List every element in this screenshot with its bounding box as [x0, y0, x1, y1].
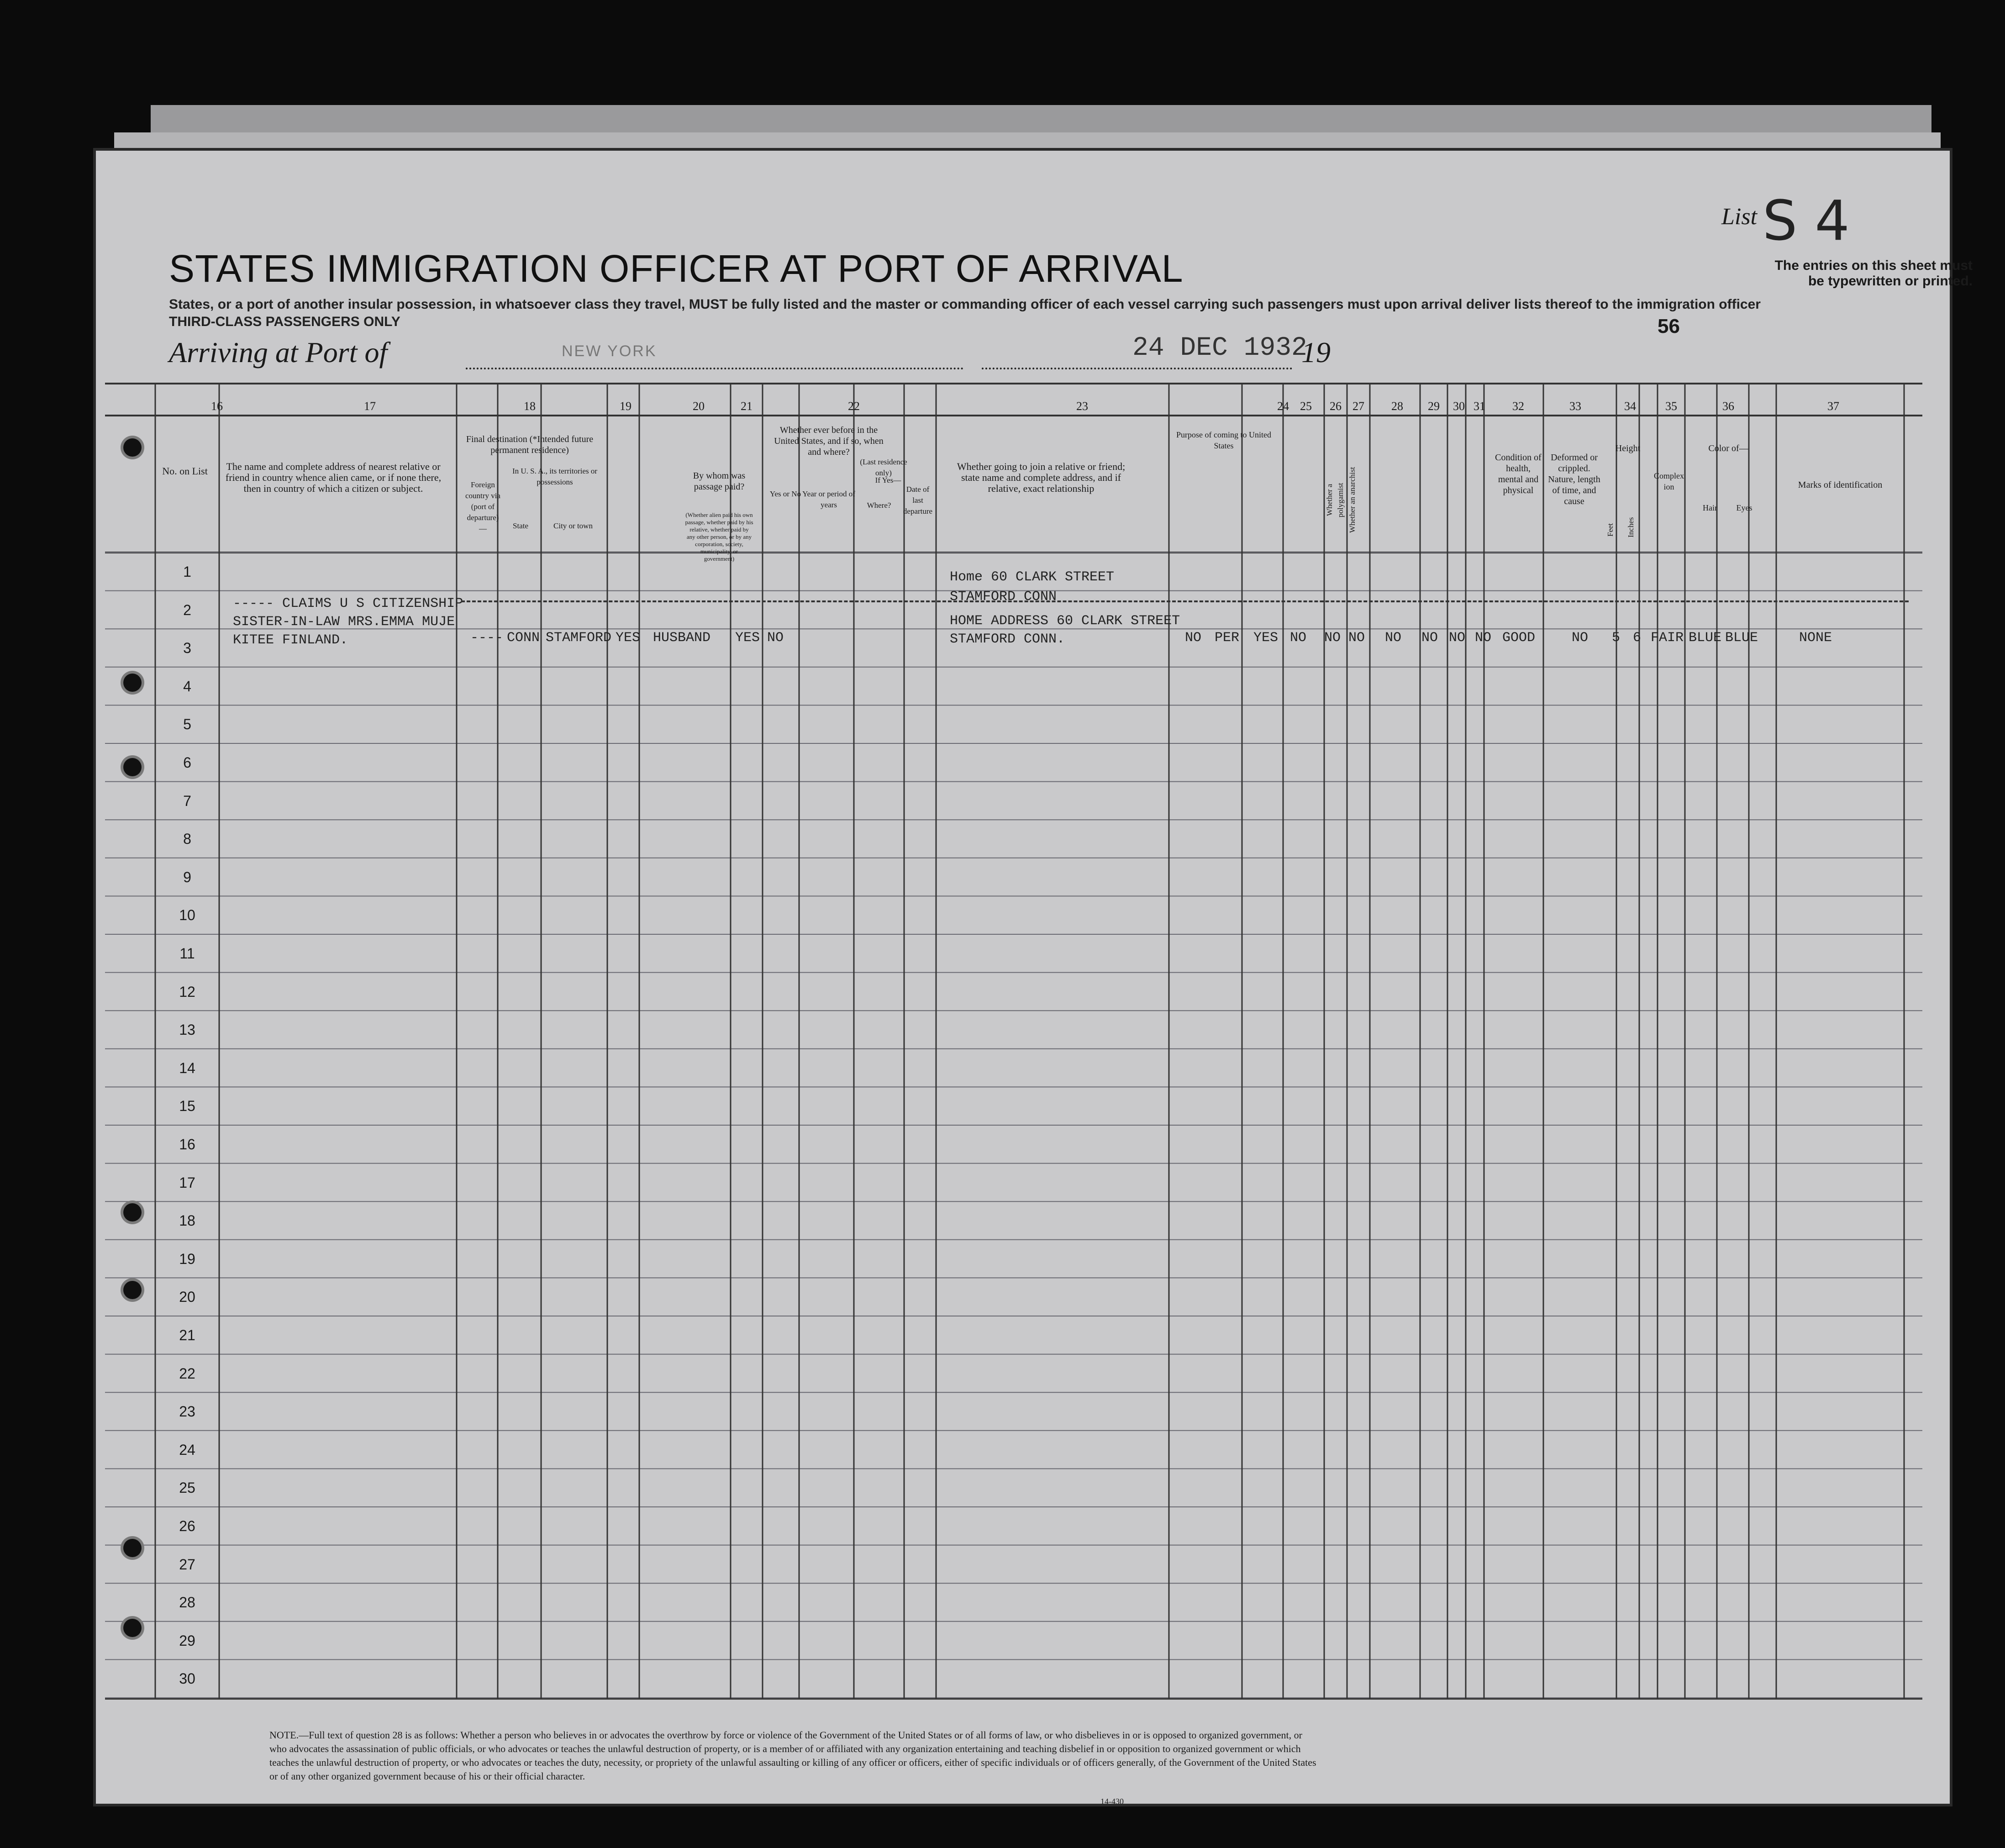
header-going-to-join: Whether going to join a relative or friend; state name and complete address, and if relative, exact relationship	[957, 461, 1126, 494]
year-prefix: 19	[1301, 336, 1331, 369]
row2-purpose-c: YES	[1253, 630, 1279, 646]
row2-paid-by: HUSBAND	[653, 630, 711, 646]
header-passage-paid: By whom was passage paid?	[693, 471, 746, 492]
row2-c28: NO	[1385, 630, 1402, 646]
row-number: 24	[179, 1441, 195, 1458]
row2-foreign: ----	[470, 630, 504, 646]
page-number: 56	[1658, 315, 1680, 337]
row-number: 26	[179, 1518, 195, 1534]
form-number: 14-430	[1100, 1797, 1124, 1806]
header-passage-note: (Whether alien paid his own passage, whether paid by his relative, whether paid by any other person, or by any corporation, society, municipality, or government)	[685, 511, 753, 562]
row-number: 25	[179, 1479, 195, 1496]
header-usa-possessions: In U. S. A., its territories or possessions	[512, 467, 598, 486]
entries-note: The entries on this sheet must be typewritten or printed.	[1774, 258, 1973, 289]
col-num-36: 36	[1722, 400, 1734, 413]
header-year-period: Year or period of years	[802, 490, 855, 509]
row-number: 11	[179, 945, 195, 962]
row-number: 21	[179, 1327, 195, 1343]
footnote: NOTE.—Full text of question 28 is as follows: Whether a person who believes in or advocates the overthrow by force or violence of the Government of the United States or of all forms of law, or who disbelieves in or is opposed to organized government, or who advocates the assassination of public officials, or who advocates or teaches the unlawful destruction of property, or is a member of or affiliated with any organization entertaining and teaching disbelief in or opposition to organized government or which teaches the unlawful destruction of property, or who advocates or teaches the duty, necessity, or propriety of the unlawful assaulting or killing of any officer or officers, either of specific individuals or of officers generally, of the Government of the United States or of any other organized government because of his or their official character.	[269, 1729, 1316, 1782]
col-num-32: 32	[1512, 400, 1524, 413]
row2-ticket: YES	[616, 630, 641, 646]
row-number: 23	[179, 1403, 195, 1420]
row2-relative: SISTER-IN-LAW MRS.EMMA MUJE	[233, 614, 455, 630]
header-state: State	[513, 521, 528, 530]
header-if-yes: If Yes—	[875, 476, 901, 484]
row-number: 10	[179, 907, 195, 924]
row2-has-50: YES	[735, 630, 760, 646]
header-deformed: Deformed or crippled. Nature, length of time, and cause	[1548, 453, 1600, 506]
row-number: 28	[179, 1594, 195, 1611]
header-no-on-list: No. on List	[162, 465, 208, 477]
header-foreign-country: Foreign country via (port of departure)—	[465, 480, 500, 533]
row-number: 22	[179, 1365, 195, 1382]
col-num-35: 35	[1665, 400, 1677, 413]
row-number: 30	[179, 1670, 195, 1687]
col-num-21: 21	[741, 400, 753, 413]
row-number: 16	[179, 1136, 195, 1153]
col-num-17: 17	[364, 400, 376, 413]
list-label: List	[1721, 204, 1758, 230]
col-num-29: 29	[1428, 400, 1440, 413]
row-number: 20	[179, 1289, 195, 1306]
col-num-25: 25	[1300, 400, 1312, 413]
header-anarchist: Whether an anarchist	[1348, 467, 1357, 533]
header-health: Condition of health, mental and physical	[1495, 453, 1542, 495]
row1-relative: ----- CLAIMS U S CITIZENSHIP	[233, 596, 463, 611]
row-number: 6	[183, 754, 191, 771]
row2-feet: 5	[1612, 630, 1621, 646]
row-number: 5	[183, 716, 191, 733]
col-num-33: 33	[1569, 400, 1581, 413]
header-date-last-departure: Date of last departure	[903, 485, 933, 516]
row-number: 17	[179, 1174, 195, 1191]
col-num-22: 22	[848, 400, 860, 413]
row-number: 7	[183, 792, 191, 809]
row2-home-address: HOME ADDRESS 60 CLARK STREET	[950, 613, 1180, 629]
arrival-date: 24 DEC 1932	[1132, 333, 1307, 363]
row-number: 27	[179, 1556, 195, 1573]
row-number: 8	[183, 831, 191, 848]
row2-deformed: NO	[1572, 630, 1589, 646]
header-color-of: Color of—	[1708, 443, 1748, 453]
row-number: 18	[179, 1212, 195, 1229]
header-polygamist: Whether a polygamist	[1325, 483, 1345, 517]
row-number: 2	[183, 601, 191, 618]
row2-c26: NO	[1324, 630, 1341, 646]
row2-eyes: BLUE	[1725, 630, 1758, 646]
col-num-26: 26	[1330, 400, 1342, 413]
header-eyes: Eyes	[1736, 503, 1752, 512]
header-last-residence: (Last residence only)	[860, 458, 907, 477]
row1-dash-line	[461, 600, 1909, 602]
header-where: Where?	[867, 501, 891, 510]
col-num-23: 23	[1076, 400, 1088, 413]
row1-joining: Home 60 CLARK STREET	[950, 569, 1115, 585]
header-hair: Hair	[1703, 503, 1717, 512]
col-num-30: 30	[1453, 400, 1465, 413]
header-height: Height	[1615, 443, 1641, 453]
row2-marks: NONE	[1799, 630, 1832, 646]
row2-hair: BLUE	[1689, 630, 1722, 646]
row2-c27: NO	[1348, 630, 1365, 646]
col-num-28: 28	[1391, 400, 1403, 413]
row-number: 19	[179, 1250, 195, 1267]
col-num-27: 27	[1352, 400, 1364, 413]
arriving-label: Arriving at Port of	[169, 336, 388, 369]
row-number: 4	[183, 678, 191, 695]
col-num-20: 20	[693, 400, 705, 413]
punch-hole	[123, 674, 142, 692]
row-number: 13	[179, 1021, 195, 1038]
form-title: STATES IMMIGRATION OFFICER AT PORT OF ARRIVAL	[169, 247, 1184, 290]
header-marks: Marks of identification	[1798, 480, 1883, 490]
col-num-19: 19	[620, 400, 631, 413]
row2-c29: NO	[1421, 630, 1438, 646]
row-number: 29	[179, 1632, 195, 1649]
col-num-18: 18	[524, 400, 536, 413]
punch-hole	[123, 438, 142, 457]
row2-relative-line2: KITEE FINLAND.	[233, 632, 348, 648]
form-instructions: States, or a port of another insular possession, in whatsoever class they travel, MUST be fully listed and the master or commanding officer of each vessel carrying such passengers must upon arrival deliver lists thereof to the immigration officer	[169, 297, 1761, 312]
table-grid	[96, 151, 1950, 1804]
row2-home-city: STAMFORD CONN.	[950, 632, 1065, 647]
row-number: 12	[179, 983, 195, 1000]
header-nearest-relative: The name and complete address of nearest relative or friend in country whence alien came, or if none there, then in country of which a citizen or subject.	[225, 461, 442, 494]
col-num-34: 34	[1624, 400, 1636, 413]
header-complexion: Complexion	[1654, 471, 1684, 491]
row-number: 1	[183, 563, 191, 580]
col-num-31: 31	[1473, 400, 1485, 413]
header-final-destination: Final destination (*Intended future permanent residence)	[466, 434, 594, 455]
punch-hole	[123, 1281, 142, 1299]
header-city: City or town	[553, 521, 593, 530]
punch-hole	[123, 1539, 142, 1557]
col-num-37: 37	[1827, 400, 1839, 413]
row-number: 14	[179, 1059, 195, 1076]
header-feet: Feet	[1606, 523, 1615, 537]
row2-c31: NO	[1475, 630, 1492, 646]
header-yes-or-no: Yes or No	[769, 490, 801, 498]
row2-purpose-b: PER	[1215, 630, 1240, 646]
row2-inches: 6	[1633, 630, 1642, 646]
row-number: 3	[183, 640, 191, 657]
row2-city: STAMFORD	[546, 630, 612, 646]
port-value: NEW YORK	[562, 342, 657, 360]
punch-hole	[123, 1203, 142, 1221]
passenger-class: THIRD-CLASS PASSENGERS ONLY	[169, 314, 400, 329]
manifest-sheet	[96, 151, 1973, 1806]
row2-purpose-a: NO	[1185, 630, 1202, 646]
row2-complexion: FAIR	[1651, 630, 1684, 646]
col-num-24: 24	[1277, 400, 1289, 413]
row2-c25: NO	[1290, 630, 1307, 646]
header-before-us: Whether ever before in the United States, and if so, when and where?	[774, 425, 884, 457]
row2-before-us: NO	[767, 630, 784, 646]
row1-joining-city: STAMFORD CONN	[950, 589, 1057, 605]
row-number: 9	[183, 869, 191, 885]
row2-c30: NO	[1449, 630, 1466, 646]
header-purpose: Purpose of coming to United States	[1176, 430, 1271, 450]
punch-hole	[123, 1619, 142, 1637]
list-value: S 4	[1763, 190, 1850, 253]
row2-health: GOOD	[1502, 630, 1536, 646]
row-number: 15	[179, 1098, 195, 1115]
col-num-16: 16	[211, 400, 223, 413]
row2-state: CONN	[507, 630, 540, 646]
punch-hole	[123, 758, 142, 776]
header-inches: Inches	[1626, 517, 1635, 538]
